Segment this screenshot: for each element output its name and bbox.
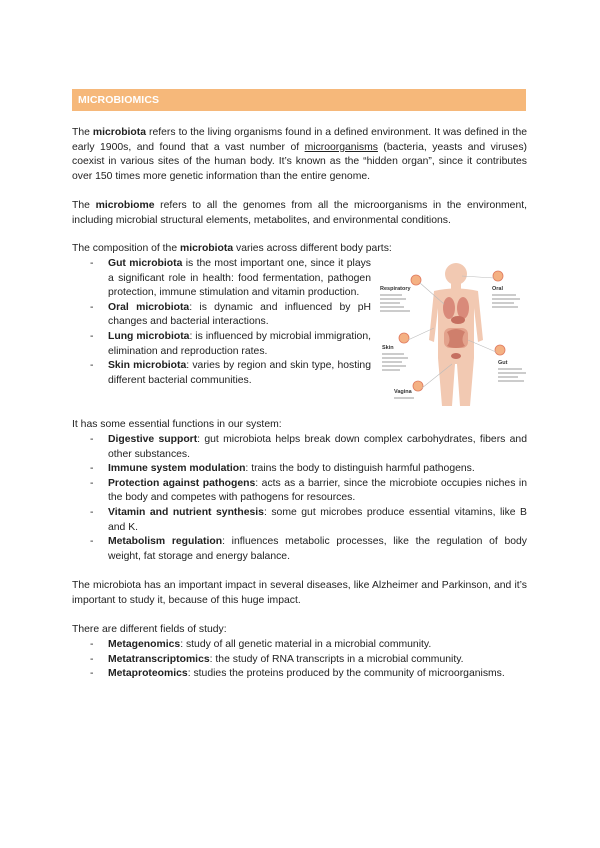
list-item: - Lung microbiota: is influenced by microbial immigration, elimination and reproduction rates. <box>90 330 371 359</box>
fields-list <box>90 638 527 682</box>
list-item: - Protection against pathogens: acts as a barrier, since the microbiote occupies niches in the body and competes with pathogens for resources. <box>90 477 527 506</box>
list-item: - Oral microbiota: is dynamic and influenced by pH changes and bacterial interactions. <box>90 301 371 330</box>
section-title: MICROBIOMICS <box>78 94 160 106</box>
functions-intro: It has some essential functions in our system: <box>72 419 282 430</box>
list-item: - Gut microbiota is the most important one, since it plays a significant role in health: food fermentation, pathogen protection, immune stimulation and vitamin production. <box>90 257 371 301</box>
vagina-label: Vagina <box>394 389 412 395</box>
section-banner <box>72 89 526 111</box>
microbiota-definition-paragraph: The microbiota refers to the living organisms found in a defined environment. It was defined in the early 1900s, and found that a vast number of microorganisms (bacteria, yeasts and viruses) coexist in various sites of the human body. It’s known as the “hidden organ”, since it contributes over 150 times more genetic information than the entire genome. <box>72 127 528 182</box>
body-parts-list <box>90 257 371 388</box>
list-item: - Metagenomics: study of all genetic material in a microbial community. <box>90 638 527 653</box>
microbiota-term: microbiota <box>92 127 147 138</box>
impact-paragraph: The microbiota has an important impact in several diseases, like Alzheimer and Parkinson, and it’s important to study it, because of this huge impact. <box>72 580 527 606</box>
microbiome-term: microbiome <box>95 200 155 211</box>
skin-label: Skin <box>382 345 394 351</box>
fields-intro: There are different fields of study: <box>72 624 227 635</box>
oral-label: Oral <box>492 286 504 292</box>
gut-label: Gut <box>498 360 508 366</box>
microbiome-definition-paragraph: The microbiome refers to all the genomes from all the microorganisms in the environment, including microbial structural elements, metabolites, and environmental conditions. <box>72 200 528 226</box>
list-item: - Metaproteomics: studies the proteins produced by the community of microorganisms. <box>90 667 527 682</box>
composition-intro: The composition of the microbiota varies across different body parts: <box>72 243 392 254</box>
list-item: - Skin microbiota: varies by region and skin type, hosting different bacterial communities. <box>90 359 371 388</box>
functions-list <box>90 433 527 564</box>
list-item: - Immune system modulation: trains the body to distinguish harmful pathogens. <box>90 462 527 477</box>
list-item: - Metatranscriptomics: the study of RNA transcripts in a microbial community. <box>90 653 527 668</box>
respiratory-label: Respiratory <box>380 286 411 292</box>
microorganisms-link-text: microorganisms <box>304 141 378 153</box>
list-item: - Vitamin and nutrient synthesis: some gut microbes produce essential vitamins, like B and K. <box>90 506 527 535</box>
list-item: - Metabolism regulation: influences metabolic processes, like the regulation of body weight, fat storage and energy balance. <box>90 535 527 564</box>
human-microbiome-figure <box>380 258 528 410</box>
list-item: - Digestive support: gut microbiota helps break down complex carbohydrates, fibers and other substances. <box>90 433 527 462</box>
